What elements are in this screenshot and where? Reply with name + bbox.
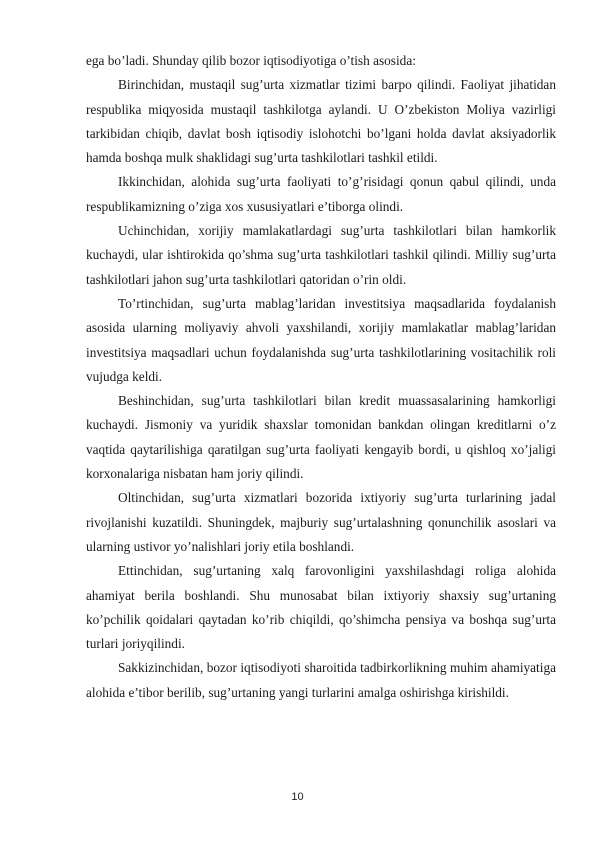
paragraph-seventh: Ettinchidan, sug’urtaning xalq farovonligini yaxshilashdagi roliga alohida ahamiyat berila boshlandi. Shu munosabat bilan ixtiyoriy shaxsiy sug’urtaning ko’pchilik qoidalari qaytadan ko’rib chiqildi, qo’shimcha pensiya va boshqa sug’urta turlari joriyqilindi. <box>86 563 556 652</box>
paragraph-third: Uchinchidan, xorijiy mamlakatlardagi sug’urta tashkilotlari bilan hamkorlik kuchaydi, ular ishtirokida qo’shma sug’urta tashkilotlari tashkil qilindi. Milliy sug’urta tashkilotlari jahon sug’urta tashkilotlari qatoridan o’rin oldi. <box>86 223 556 287</box>
page-number: 10 <box>291 791 304 803</box>
paragraph-sixth: Oltinchidan, sug’urta xizmatlari bozorida ixtiyoriy sug’urta turlarining jadal rivojlanishi kuzatildi. Shuningdek, majburiy sug’urtalashning qonunchilik asoslari va ularning ustivor yo’nalishlari joriy etila boshlandi. <box>86 490 556 554</box>
paragraph-first: Birinchidan, mustaqil sug’urta xizmatlar tizimi barpo qilindi. Faoliyat jihatidan respublika miqyosida mustaqil tashkilotga aylandi. U O’zbekiston Moliya vazirligi tarkibidan chiqib, davlat bosh iqtisodiy islohotchi bo’lgani holda davlat aksiyadorlik hamda boshqa mulk shaklidagi sug’urta tashkilotlari tashkil etildi. <box>86 77 556 166</box>
paragraph-fourth: To’rtinchidan, sug’urta mablag’laridan investitsiya maqsadlarida foydalanish asosida ularning moliyaviy ahvoli yaxshilandi, xorijiy mamlakatlar mablag’laridan investitsiya maqsadlari uchun foydalanishda sug’urta tashkilotlarining vositachilik roli vujudga keldi. <box>86 295 556 384</box>
document-page <box>86 49 556 705</box>
paragraph-second: Ikkinchidan, alohida sug’urta faoliyati to’g’risidagi qonun qabul qilindi, unda respublikamizning o’ziga xos xususiyatlari e’tiborga olindi. <box>86 174 556 214</box>
paragraph-eighth: Sakkizinchidan, bozor iqtisodiyoti sharoitida tadbirkorlikning muhim ahamiyatiga alohida e’tibor berilib, sug’urtaning yangi turlarini amalga oshirishga kirishildi. <box>86 660 556 700</box>
paragraph-fifth: Beshinchidan, sug’urta tashkilotlari bilan kredit muassasalarining hamkorligi kuchaydi. Jismoniy va yuridik shaxslar tomonidan bankdan olingan kreditlarni o’z vaqtida qaytarilishiga qaratilgan sug’urta faoliyati kengayib bordi, u qishloq xo’jaligi korxonalariga nisbatan ham joriy qilindi. <box>86 393 556 482</box>
paragraph-intro: ega bo’ladi. Shunday qilib bozor iqtisodiyotiga o’tish asosida: <box>86 53 416 68</box>
